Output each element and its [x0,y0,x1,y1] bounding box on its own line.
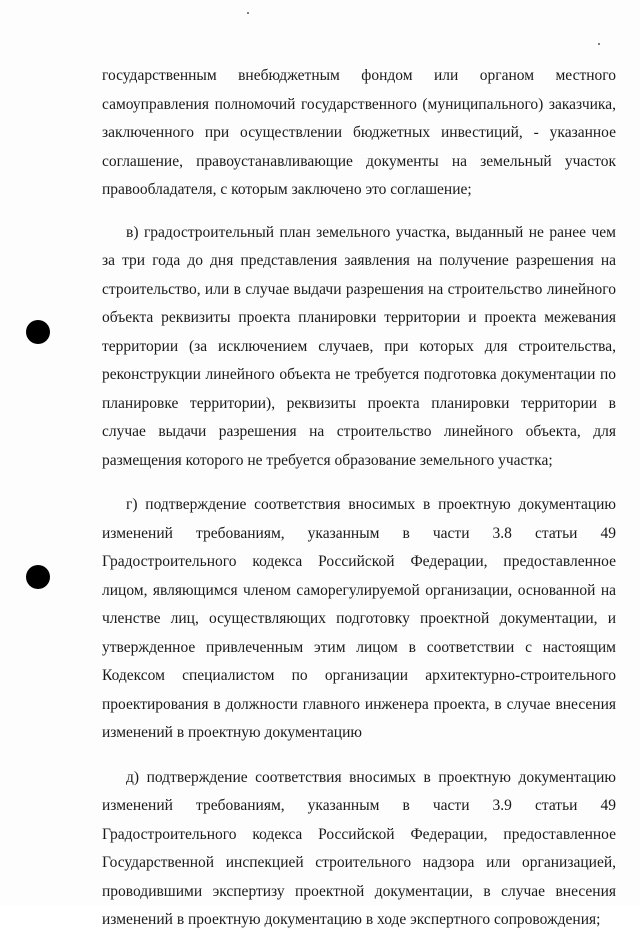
paragraph-g: г) подтверждение соответствия вносимых в проектную документацию изменений требованиям, указанным в части 3.8 статьи 49 Градостроительного кодекса Российской Федерации, предоставленное лицом, являющимся членом саморегулируемой организации, основанной на членстве лиц, осуществляющих подготовку проектной документации, и утвержденное привлеченным этим лицом в соответствии с настоящим Кодексом специалистом по организации архитектурно-строительного проектирования в должности главного инженера проекта, в случае внесения изменений в проектную документацию [102,496,616,741]
paragraph-continuation: государственным внебюджетным фондом или органом местного самоуправления полномочий государственного (муниципального) заказчика, заключенного при осуществлении бюджетных инвестиций, - указанное соглашение, правоустанавливающие документы на земельный участок правообладателя, с которым заключено это соглашение; [102,67,616,198]
paragraph-v: в) градостроительный план земельного участка, выданный не ранее чем за три года до дня представления заявления на получение разрешения на строительство, или в случае выдачи разрешения на строительство линейного объекта реквизиты проекта планировки территории и проекта межевания территории (за исключением случаев, при которых для строительства, реконструкции линейного объекта не требуется подготовка документации по планировке территории), реквизиты проекта планировки территории в случае выдачи разрешения на строительство линейного объекта, для размещения которого не требуется образование земельного участка; [102,223,616,469]
paragraph-gap [102,205,616,219]
document-body [102,62,616,935]
punch-hole [26,565,50,589]
paragraph-d: д) подтверждение соответствия вносимых в проектную документацию изменений требованиям, указанным в части 3.9 статьи 49 Градостроительного кодекса Российской Федерации, предоставленное Государственной инспекцией строительного надзора или организацией, проводившими экспертизу проектной документации, в случае внесения изменений в проектную документацию в ходе экспертного сопровождения; [102,768,616,928]
punch-hole [26,320,50,344]
paragraph-gap [102,748,616,764]
scan-speck [247,12,249,14]
paragraph-gap [102,475,616,491]
scan-speck [598,43,600,45]
